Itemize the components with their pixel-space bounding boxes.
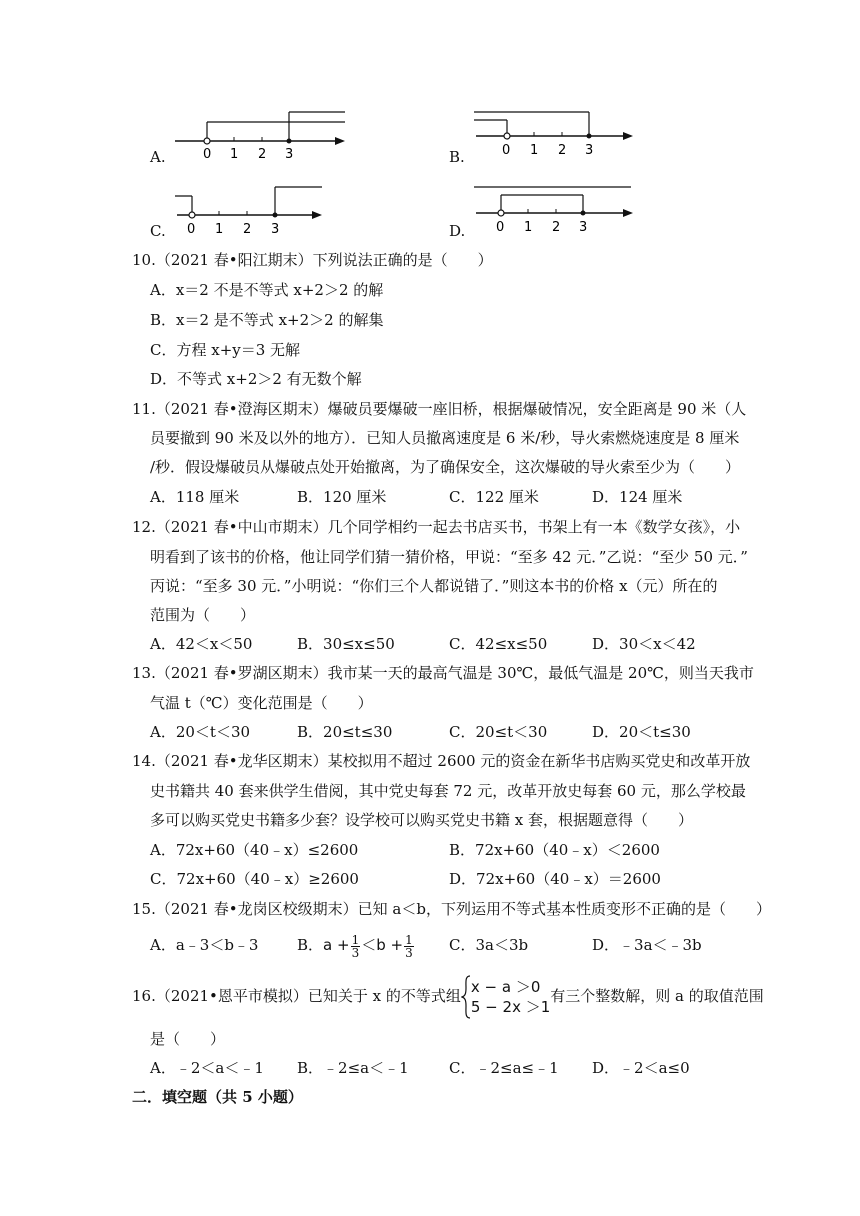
fraction-numerator: 1 [351, 932, 360, 947]
fraction-one-third [351, 934, 361, 959]
fraction-numerator: 1 [405, 932, 413, 947]
q12-stem-line3: 丙说：“至多 30 元．”小明说：“你们三个人都说错了．”则这本书的价格 x（元）所在的 [150, 577, 718, 595]
q12-stem-line2: 明看到了该书的价格，他让同学们猜一猜价格，甲说：“至多 42 元．”乙说：“至少 50 元．” [150, 548, 748, 566]
q14-option-a[interactable]: A．72x+60（40﹣x）≤2600 [150, 841, 359, 859]
numberline-d-graphic [471, 178, 671, 236]
fraction-denominator: 3 [405, 945, 413, 960]
tick-label: 2 [558, 143, 567, 158]
tick-label: 1 [530, 143, 539, 158]
tick-label: 3 [271, 222, 280, 237]
numberline-b-graphic [471, 108, 671, 164]
q16-option-a[interactable]: A．﹣2＜a＜﹣1 [150, 1059, 264, 1077]
option-d-label: D. [449, 222, 466, 240]
tick-label: 1 [524, 220, 533, 235]
q14-option-d[interactable]: D．72x+60（40﹣x）＝2600 [449, 870, 661, 888]
q12-stem-line1: 12.（2021 春•中山市期末）几个同学相约一起去书店买书，书架上有一本《数学女孩》，小 [132, 518, 741, 536]
q11-option-c[interactable]: C．122 厘米 [449, 488, 539, 506]
tick-label: 3 [585, 143, 594, 158]
q13-option-d[interactable]: D．20＜t≤30 [592, 723, 691, 741]
q15-option-c[interactable]: C．3a＜3b [449, 936, 529, 954]
q15-option-b-left: a + [323, 936, 350, 954]
q10-option-c[interactable]: C．方程 x+y＝3 无解 [150, 341, 301, 359]
q11-stem-line2: 员要撤到 90 米及以外的地方）．已知人员撤离速度是 6 米/秒，导火索燃烧速度是 8 厘米 [150, 429, 740, 447]
tick-label: 1 [215, 222, 224, 237]
tick-label: 2 [258, 147, 267, 162]
q13-stem-line1: 13.（2021 春•罗湖区期末）我市某一天的最高气温是 30℃，最低气温是 20℃，则当天我市 [132, 664, 754, 682]
q14-option-b[interactable]: B．72x+60（40﹣x）＜2600 [449, 841, 660, 859]
inequality-lines [471, 977, 550, 1017]
fraction-denominator: 3 [351, 945, 360, 960]
tick-label: 2 [243, 222, 252, 237]
q16-stem-after: 有三个整数解，则 a 的取值范围 [550, 987, 764, 1005]
section-heading: 二．填空题（共 5 小题） [132, 1088, 303, 1106]
q15-option-d[interactable]: D．﹣3a＜﹣3b [592, 936, 702, 954]
q16-option-d[interactable]: D．﹣2＜a≤0 [592, 1059, 690, 1077]
tick-label: 0 [203, 147, 212, 162]
q11-stem-line3: /秒．假设爆破员从爆破点处开始撤离，为了确保安全，这次爆破的导火索至少为（ ） [150, 458, 741, 476]
left-brace-icon [461, 974, 471, 1020]
option-c-label: C. [150, 222, 166, 240]
tick-label: 3 [579, 220, 588, 235]
q16-stem-line1 [132, 969, 764, 1022]
numberline-a-graphic [170, 108, 380, 164]
q11-option-d[interactable]: D．124 厘米 [592, 488, 683, 506]
q13-option-c[interactable]: C．20≤t＜30 [449, 723, 548, 741]
tick-label: 0 [187, 222, 196, 237]
q10-option-b[interactable]: B．x＝2 是不等式 x+2＞2 的解集 [150, 311, 384, 329]
q14-stem-line2: 史书籍共 40 套来供学生借阅，其中党史每套 72 元，改革开放史每套 60 元，那么学校最 [150, 782, 746, 800]
q14-stem-line3: 多可以购买党史书籍多少套？设学校可以购买党史书籍 x 套，根据题意得（ ） [150, 811, 693, 829]
tick-label: 0 [496, 220, 505, 235]
inequality-2: 5 − 2x ＞1 [470, 998, 551, 1016]
q11-stem-line1: 11.（2021 春•澄海区期末）爆破员要爆破一座旧桥，根据爆破情况，安全距离是 90 米（人 [132, 400, 747, 418]
tick-label: 2 [552, 220, 561, 235]
q13-option-b[interactable]: B．20≤t≤30 [297, 723, 393, 741]
q11-option-a[interactable]: A．118 厘米 [150, 488, 240, 506]
q16-stem-line2: 是（ ） [150, 1030, 226, 1048]
tick-label: 1 [230, 147, 239, 162]
q12-stem-line4: 范围为（ ） [150, 606, 256, 624]
q14-option-c[interactable]: C．72x+60（40﹣x）≥2600 [150, 870, 359, 888]
inequality-1: x − a ＞0 [470, 978, 541, 996]
q12-option-b[interactable]: B．30≤x≤50 [297, 635, 395, 653]
tick-label: 3 [285, 147, 294, 162]
q13-stem-line2: 气温 t（℃）变化范围是（ ） [150, 694, 373, 712]
q12-option-d[interactable]: D．30＜x＜42 [592, 635, 696, 653]
q15-option-b-prefix: B． [297, 936, 324, 954]
option-a-label: A. [150, 148, 166, 166]
q10-option-a[interactable]: A．x＝2 不是不等式 x+2＞2 的解 [150, 281, 384, 299]
option-b-label: B. [449, 148, 465, 166]
q16-stem-before: 16.（2021•恩平市模拟）已知关于 x 的不等式组 [132, 987, 461, 1005]
inequality-system [461, 970, 550, 1022]
tick-label: 0 [502, 143, 511, 158]
q14-stem-line1: 14.（2021 春•龙华区期末）某校拟用不超过 2600 元的资金在新华书店购买党史和改革开放 [132, 752, 751, 770]
q10-stem: 10.（2021 春•阳江期末）下列说法正确的是（ ） [132, 251, 493, 269]
q15-option-b[interactable] [297, 928, 415, 962]
fraction-one-third-2 [404, 934, 414, 959]
q15-option-a[interactable]: A．a﹣3＜b﹣3 [150, 936, 259, 954]
q16-option-b[interactable]: B．﹣2≤a＜﹣1 [297, 1059, 409, 1077]
q11-option-b[interactable]: B．120 厘米 [297, 488, 387, 506]
q15-option-b-mid: ＜b + [361, 936, 404, 954]
q15-stem: 15.（2021 春•龙岗区校级期末）已知 a＜b，下列运用不等式基本性质变形不正确的是（ ） [132, 900, 771, 918]
numberline-c-graphic [172, 184, 372, 240]
q13-option-a[interactable]: A．20＜t＜30 [150, 723, 251, 741]
q12-option-c[interactable]: C．42≤x≤50 [449, 635, 548, 653]
q16-option-c[interactable]: C．﹣2≤a≤﹣1 [449, 1059, 559, 1077]
q10-option-d[interactable]: D．不等式 x+2＞2 有无数个解 [150, 370, 362, 388]
q12-option-a[interactable]: A．42＜x＜50 [150, 635, 253, 653]
